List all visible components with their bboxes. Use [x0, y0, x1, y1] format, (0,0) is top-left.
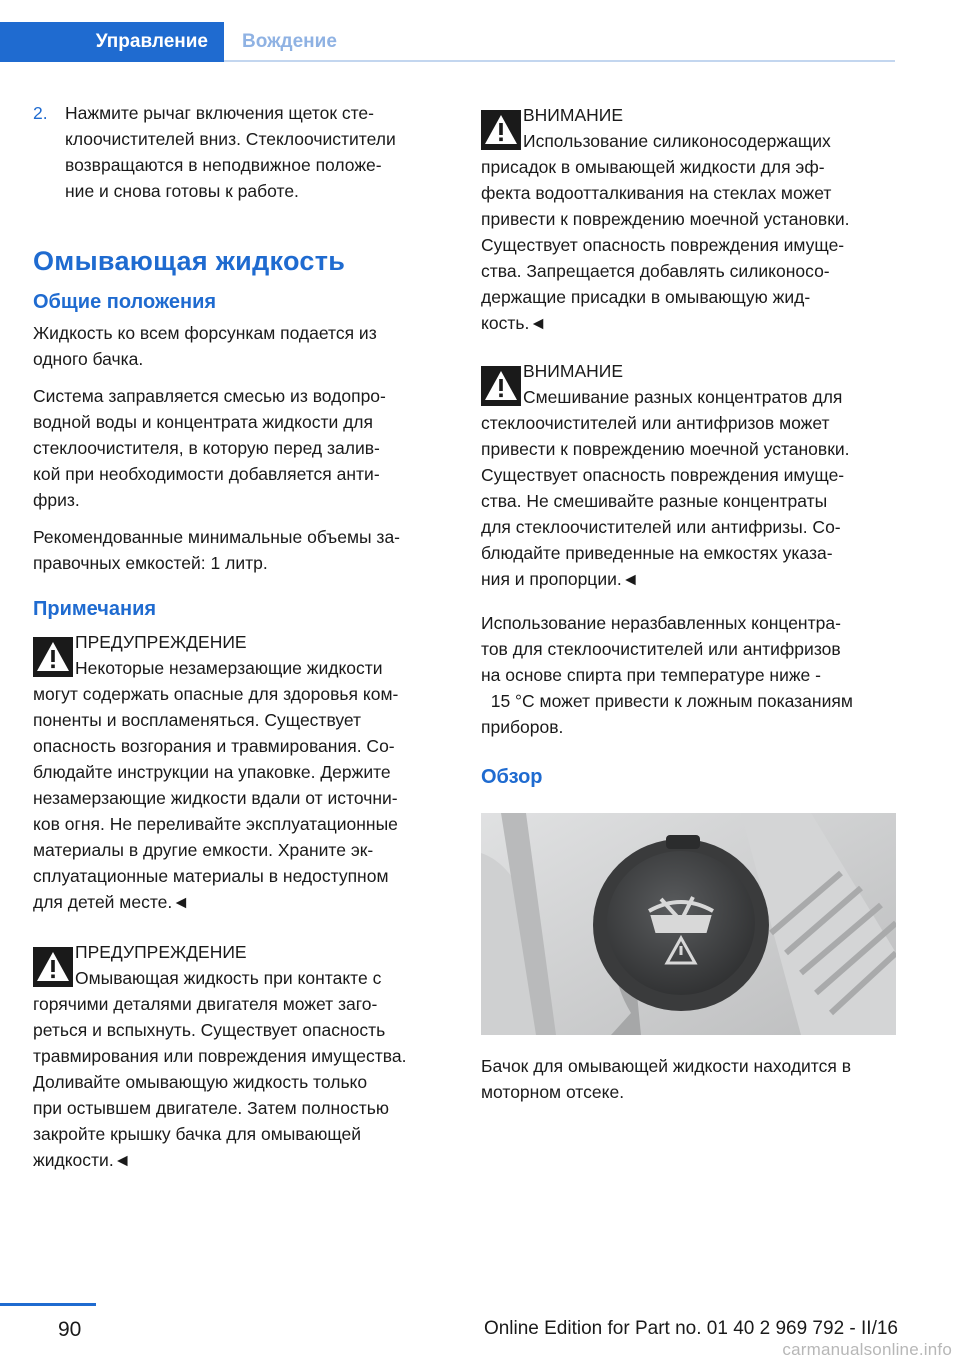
general-paragraph-3: [33, 524, 448, 576]
text-line: травмирования или повреждения имущества.: [33, 1046, 407, 1066]
text-line: тов для стеклоочистителей или антифризов: [481, 639, 841, 659]
text-line: водной воды и концентрата жидкости для: [33, 412, 373, 432]
caution-block-1: [481, 102, 896, 336]
watermark: carmanualsonline.info: [782, 1340, 952, 1359]
general-paragraph-2: [33, 383, 448, 513]
text-line: 15 °C может привести к ложным показаниям: [481, 691, 853, 711]
text-line: Смешивание разных концентратов для: [523, 387, 843, 407]
caution-label: ВНИМАНИЕ: [523, 105, 624, 125]
text-line: реться и вспыхнуть. Существует опасность: [33, 1020, 386, 1040]
text-line: стеклоочистителя, в которую перед залив-: [33, 438, 380, 458]
notes-heading: Примечания: [33, 598, 157, 620]
text-line: держащие присадки в омывающую жид-: [481, 287, 811, 307]
text-line: стеклоочистителей или антифризов может: [481, 413, 830, 433]
left-column: [33, 100, 448, 1187]
edition-note: Online Edition for Part no. 01 40 2 969 792 - II/16: [483, 1318, 898, 1339]
text-line: при остывшем двигателе. Затем полностью: [33, 1098, 389, 1118]
text-line: могут содержать опасные для здоровья ком-: [33, 684, 399, 704]
text-line: для стеклоочистителей или антифризы. Со-: [481, 517, 841, 537]
text-line: поненты и воспламеняться. Существует: [33, 710, 362, 730]
general-paragraph-1: [33, 320, 448, 372]
text-line: Использование силиконосодержащих: [523, 131, 831, 151]
tab-next-chapter[interactable]: Вождение: [242, 31, 337, 52]
text-line: правочных емкостей: 1 литр.: [33, 553, 268, 573]
warning-block-1: [33, 629, 448, 915]
text-line: моторном отсеке.: [481, 1082, 625, 1102]
text-line: жидкости.◄: [33, 1150, 132, 1170]
text-line: кой при необходимости добавляется анти-: [33, 464, 380, 484]
warning-label: ПРЕДУПРЕЖДЕНИЕ: [75, 942, 247, 962]
text-line: блюдайте приведенные на емкостях указа-: [481, 543, 833, 563]
text-line: привести к повреждению моечной установки.: [481, 209, 850, 229]
text-line: опасность возгорания и травмирования. Со-: [33, 736, 395, 756]
step-2: [33, 100, 448, 204]
warning-triangle-icon: [481, 366, 521, 406]
text-line: фекта водоотталкивания на стеклах может: [481, 183, 832, 203]
chapter-header: [0, 22, 895, 62]
warning-label: ПРЕДУПРЕЖДЕНИЕ: [75, 632, 247, 652]
overview-heading: Обзор: [481, 766, 543, 788]
right-column: [481, 100, 896, 1116]
step-text: [65, 100, 396, 204]
step-number: 2.: [33, 103, 48, 123]
text-line: привести к повреждению моечной установки.: [481, 439, 850, 459]
text-line: горячими деталями двигателя может заго-: [33, 994, 378, 1014]
text-line: Жидкость ко всем форсункам подается из: [33, 323, 377, 343]
text-line: закройте крышку бачка для омывающей: [33, 1124, 362, 1144]
text-line: ства. Не смешивайте разные концентраты: [481, 491, 828, 511]
text-line: фриз.: [33, 490, 80, 510]
washer-reservoir-illustration: [481, 813, 896, 1035]
text-line: ния и пропорции.◄: [481, 569, 640, 589]
text-line: незамерзающие жидкости вдали от источни-: [33, 788, 398, 808]
photo-caption: [481, 1053, 896, 1105]
washer-reservoir-photo: [481, 813, 896, 1035]
text-line: кость.◄: [481, 313, 547, 333]
text-line: Существует опасность повреждения имуще-: [481, 235, 845, 255]
step-line: Нажмите рычаг включения щеток сте-: [65, 103, 374, 123]
general-heading: Общие положения: [33, 291, 217, 313]
text-line: Доливайте омывающую жидкость только: [33, 1072, 368, 1092]
text-line: Омывающая жидкость при контакте с: [75, 968, 382, 988]
text-line: на основе спирта при температуре ниже -: [481, 665, 821, 685]
caution-block-2: [481, 358, 896, 592]
page-number: 90: [58, 1318, 82, 1341]
text-line: Система заправляется смесью из водопро-: [33, 386, 386, 406]
step-line: ние и снова готовы к работе.: [65, 181, 299, 201]
text-line: одного бачка.: [33, 349, 144, 369]
section-title: Омывающая жидкость: [33, 246, 346, 276]
text-line: Бачок для омывающей жидкости находится в: [481, 1056, 852, 1076]
warning-triangle-icon: [481, 110, 521, 150]
text-line: приборов.: [481, 717, 564, 737]
warning-triangle-icon: [33, 637, 73, 677]
warning-block-2: [33, 939, 448, 1173]
text-line: Некоторые незамерзающие жидкости: [75, 658, 383, 678]
text-line: присадок в омывающей жидкости для эф-: [481, 157, 825, 177]
text-line: Рекомендованные минимальные объемы за-: [33, 527, 401, 547]
footer-rule: [0, 1303, 96, 1306]
caution-label: ВНИМАНИЕ: [523, 361, 624, 381]
step-line: клоочистителей вниз. Стеклоочистители: [65, 129, 396, 149]
tab-current-chapter[interactable]: Управление: [0, 22, 224, 62]
text-line: Существует опасность повреждения имуще-: [481, 465, 845, 485]
concentrate-paragraph: [481, 610, 896, 740]
text-line: сплуатационные материалы в недоступном: [33, 866, 389, 886]
text-line: Использование неразбавленных концентра-: [481, 613, 841, 633]
text-line: ков огня. Не переливайте эксплуатационные: [33, 814, 398, 834]
step-line: возвращаются в неподвижное положе-: [65, 155, 382, 175]
header-rule: [224, 60, 895, 62]
text-line: блюдайте инструкции на упаковке. Держите: [33, 762, 391, 782]
text-line: материалы в другие емкости. Храните эк-: [33, 840, 374, 860]
text-line: для детей месте.◄: [33, 892, 190, 912]
warning-triangle-icon: [33, 947, 73, 987]
text-line: ства. Запрещается добавлять силиконосо-: [481, 261, 830, 281]
